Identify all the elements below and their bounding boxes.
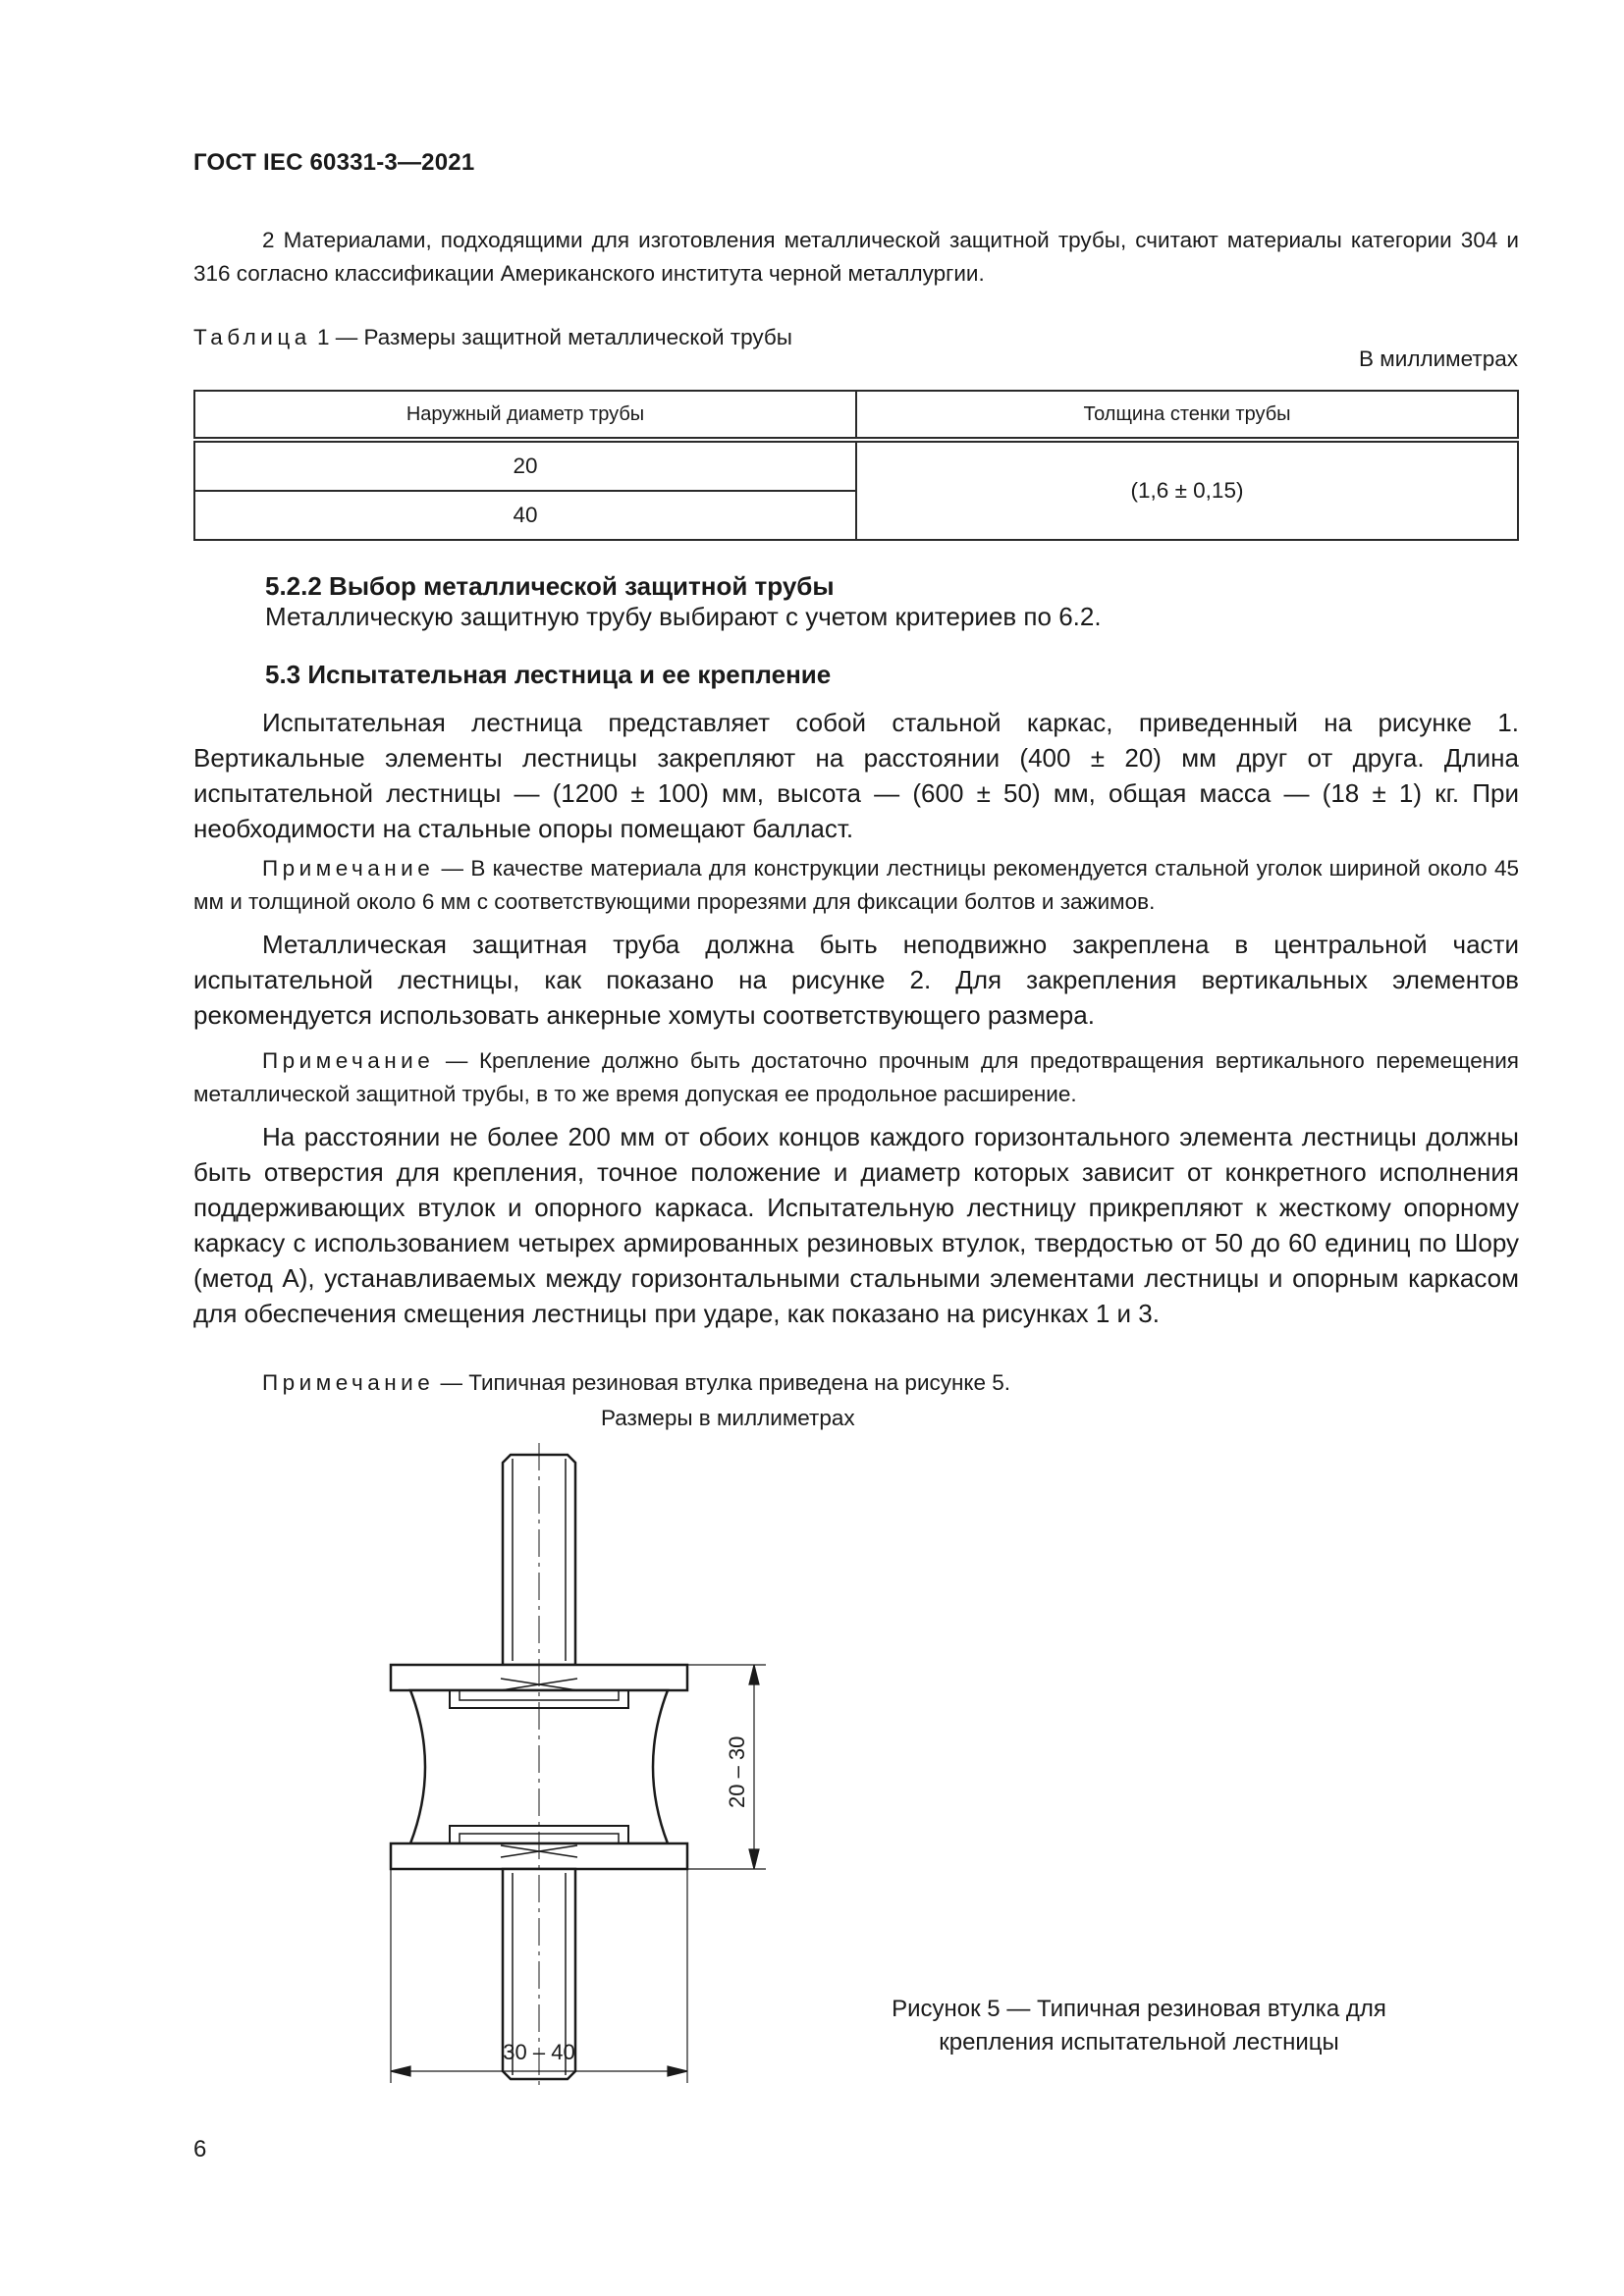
note-prefix: Примечание — [262, 1370, 435, 1395]
note-rubber-bushing — [193, 1366, 1519, 1400]
figure-caption: Рисунок 5 — Типичная резиновая втулка для крепления испытательной лестницы — [892, 1996, 1386, 2056]
document-header: ГОСТ IEC 60331-3—2021 — [193, 149, 475, 176]
section-5-3-paragraph-1: Испытательная лестница представляет собой стальной каркас, приведенный на рисунке 1. Вертикальные элементы лестницы закрепляют на расстоянии (400 ± 20) мм друг от друга. Длина испытательной лестницы — (1200 ± 100) мм, высота — (600 ± 50) мм, общая масса — (18 ± 1) кг. При необходимости на стальные опоры помещают балласт. — [193, 708, 1519, 843]
note-materials: 2 Материалами, подходящими для изготовления металлической защитной трубы, считают материалы категории 304 и 316 согласно классификации Американского института черной металлургии. — [193, 228, 1519, 286]
section-5-3-heading: 5.3 Испытательная лестница и ее крепление — [265, 660, 832, 689]
pipe-dimensions-table — [193, 390, 1519, 541]
note-prefix: Примечание — [262, 1048, 435, 1073]
figure-units: Размеры в миллиметрах — [601, 1406, 855, 1430]
table-caption-text: 1 — Размеры защитной металлической трубы — [310, 325, 792, 349]
table-row — [194, 440, 1518, 491]
table-cell-diameter-1: 20 — [194, 440, 856, 491]
table-header-row — [194, 391, 1518, 440]
dimension-height-label: 20 – 30 — [725, 1735, 749, 1808]
note-text: — Крепление должно быть достаточно прочным для предотвращения вертикального перемещения металлической защитной трубы, в то же время допуская ее продольное расширение. — [193, 1048, 1519, 1106]
note-text: — Типичная резиновая втулка приведена на рисунке 5. — [434, 1370, 1011, 1395]
note-prefix: Примечание — [262, 856, 435, 881]
section-5-2-2-text: Металлическую защитную трубу выбирают с учетом критериев по 6.2. — [265, 602, 1102, 631]
table-caption-prefix: Таблица — [193, 325, 311, 349]
section-5-2-2-heading: 5.2.2 Выбор металлической защитной трубы — [265, 571, 835, 601]
table-header-outer-diameter: Наружный диаметр трубы — [194, 391, 856, 440]
table-caption — [193, 325, 792, 350]
table-cell-diameter-2: 40 — [194, 491, 856, 540]
table-units: В миллиметрах — [1359, 347, 1518, 371]
section-5-3-paragraph-2: Металлическая защитная труба должна быть неподвижно закреплена в центральной части испытательной лестницы, как показано на рисунке 2. Для закрепления вертикальных элементов рекомендуется использовать анкерные хомуты соответствующего размера. — [193, 930, 1519, 1030]
dimension-width-label: 30 – 40 — [503, 2040, 575, 2064]
note-ladder-material — [193, 852, 1519, 919]
page-number: 6 — [193, 2136, 207, 2163]
table-cell-thickness: (1,6 ± 0,15) — [856, 440, 1518, 540]
section-5-3-paragraph-3: На расстоянии не более 200 мм от обоих концов каждого горизонтального элемента лестницы должны быть отверстия для крепления, точное положение и диаметр которых зависит от конкретного исполнения поддерживающих втулок и опорного каркаса. Испытательную лестницу прикрепляют к жесткому опорному каркасу с использованием четырех армированных резиновых втулок, твердостью от 50 до 60 единиц по Шору (метод А), устанавливаемых между горизонтальными стальными элементами лестницы и опорным каркасом для обеспечения смещения лестницы при ударе, как показано на рисунках 1 и 3. — [193, 1122, 1519, 1328]
note-fastening — [193, 1044, 1519, 1111]
note-text: — В качестве материала для конструкции лестницы рекомендуется стальной уголок шириной около 45 мм и толщиной около 6 мм с соответствующими прорезями для фиксации болтов и зажимов. — [193, 856, 1519, 914]
rubber-bushing-drawing — [353, 1443, 825, 2091]
table-header-wall-thickness: Толщина стенки трубы — [856, 391, 1518, 440]
